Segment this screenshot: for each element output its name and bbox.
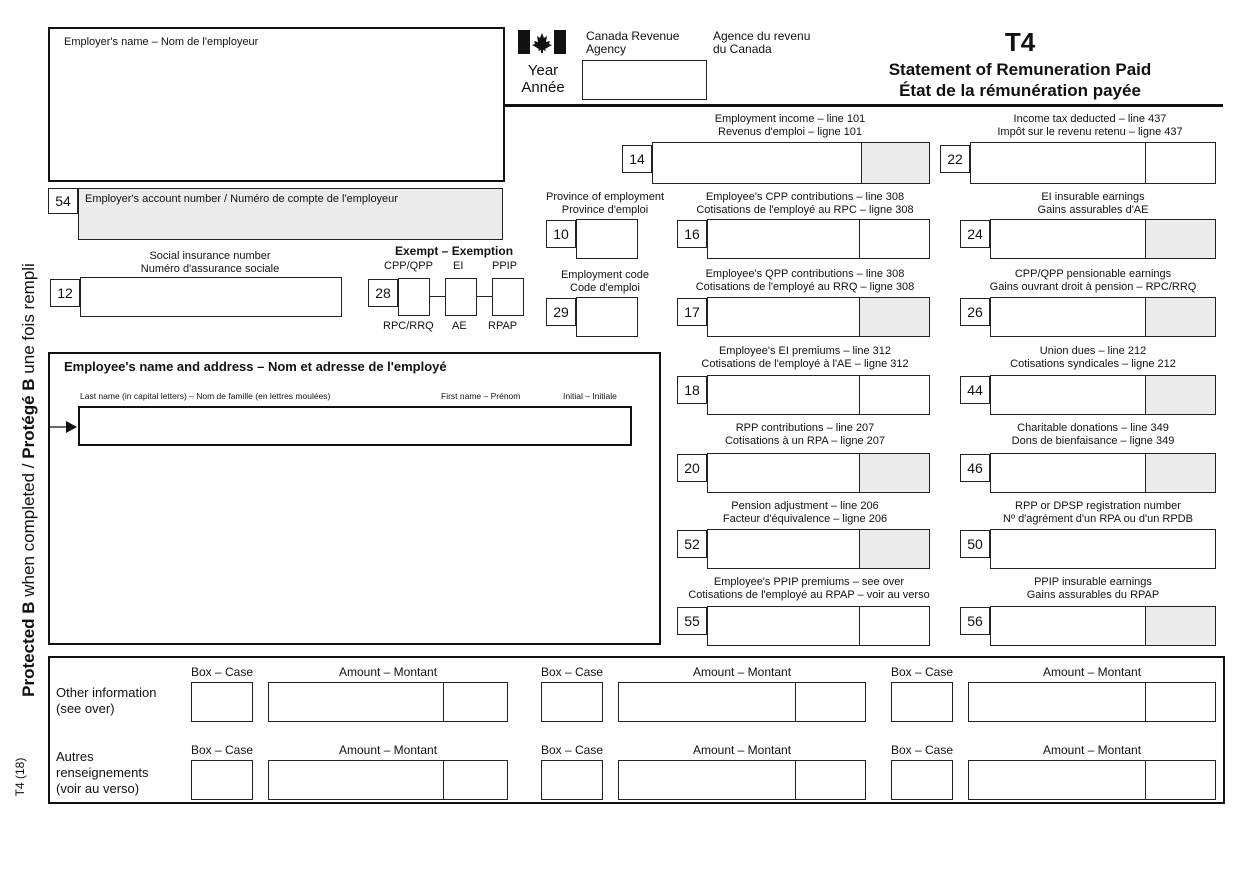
canada-flag-icon — [518, 30, 566, 54]
box-54-number: 54 — [48, 188, 78, 214]
employment-code-label: Employment code Code d'emploi — [560, 269, 650, 294]
box-44-label: Union dues – line 212 Cotisations syndicales – ligne 212 — [1010, 345, 1176, 370]
exempt-ae: AE — [452, 320, 467, 332]
box-50-number: 50 — [960, 530, 990, 558]
box-55-label: Employee's PPIP premiums – see over Cotisations de l'employé au RPAP – voir au verso — [688, 576, 930, 601]
box-18-number: 18 — [677, 376, 707, 404]
sin-label: Social insurance number Numéro d'assurance sociale — [140, 250, 280, 275]
ppip-earnings-field[interactable] — [990, 606, 1216, 646]
title-en: Statement of Remuneration Paid — [888, 60, 1152, 79]
box-case-header: Box – Case — [890, 665, 954, 679]
exempt-cpp-field[interactable] — [398, 278, 430, 316]
box-22-label: Income tax deducted – line 437 Impôt sur le revenu retenu – ligne 437 — [997, 113, 1183, 138]
other-amount-field[interactable] — [968, 682, 1216, 722]
income-tax-field[interactable] — [970, 142, 1216, 184]
title-fr: État de la rémunération payée — [899, 81, 1141, 100]
ei-earnings-field[interactable] — [990, 219, 1216, 259]
box-16-label: Employee's CPP contributions – line 308 Cotisations de l'employé au RPC – ligne 308 — [696, 191, 914, 216]
box-55-number: 55 — [677, 607, 707, 635]
exempt-title: Exempt – Exemption — [395, 244, 514, 258]
pension-adjustment-field[interactable] — [707, 529, 930, 569]
rpp-registration-field[interactable] — [990, 529, 1216, 569]
box-case-header: Box – Case — [190, 665, 254, 679]
exempt-connector — [477, 296, 492, 297]
ppip-premiums-field[interactable] — [707, 606, 930, 646]
exempt-connector — [430, 296, 445, 297]
box-case-header: Box – Case — [890, 743, 954, 757]
amount-header: Amount – Montant — [1042, 743, 1142, 757]
other-box-code-field[interactable] — [541, 682, 603, 722]
other-amount-field[interactable] — [268, 682, 508, 722]
charitable-donations-field[interactable] — [990, 453, 1216, 493]
year-label: Year Année — [521, 62, 565, 96]
box-44-number: 44 — [960, 376, 990, 404]
other-box-code-field[interactable] — [541, 760, 603, 800]
last-name-label: Last name (in capital letters) – Nom de famille (en lettres moulées) — [80, 391, 331, 401]
exempt-cpp: CPP/QPP — [384, 260, 433, 272]
exempt-rpc: RPC/RRQ — [383, 320, 434, 332]
box-24-label: EI insurable earnings Gains assurables d'AE — [1037, 191, 1149, 216]
box-16-number: 16 — [677, 220, 707, 248]
box-22-number: 22 — [940, 145, 970, 173]
box-28-number: 28 — [368, 279, 398, 307]
form-title: T4 — [1004, 27, 1036, 57]
box-26-label: CPP/QPP pensionable earnings Gains ouvrant droit à pension – RPC/RRQ — [989, 268, 1197, 293]
box-20-label: RPP contributions – line 207 Cotisations à un RPA – ligne 207 — [724, 422, 885, 447]
employment-income-field[interactable] — [652, 142, 930, 184]
other-amount-field[interactable] — [268, 760, 508, 800]
box-29-number: 29 — [546, 298, 576, 326]
province-label: Province of employment Province d'emploi — [546, 191, 664, 216]
box-20-number: 20 — [677, 454, 707, 482]
employer-account-label: Employer's account number / Numéro de compte de l'employeur — [85, 193, 398, 205]
cpp-contributions-field[interactable] — [707, 219, 930, 259]
box-26-number: 26 — [960, 298, 990, 326]
amount-header: Amount – Montant — [338, 665, 438, 679]
exempt-rpap: RPAP — [488, 320, 518, 332]
employee-section-title: Employee's name and address – Nom et adresse de l'employé — [64, 359, 447, 374]
box-17-number: 17 — [677, 298, 707, 326]
employer-name-label: Employer's name – Nom de l'employeur — [64, 36, 259, 48]
other-amount-field[interactable] — [968, 760, 1216, 800]
employee-name-field[interactable] — [78, 406, 632, 446]
amount-header: Amount – Montant — [1042, 665, 1142, 679]
box-52-number: 52 — [677, 530, 707, 558]
agency-fr: Agence du revenu du Canada — [713, 29, 811, 56]
amount-header: Amount – Montant — [692, 743, 792, 757]
box-17-label: Employee's QPP contributions – line 308 Cotisations de l'employé au RRQ – ligne 308 — [695, 268, 915, 293]
form-code: T4 (18) — [13, 757, 27, 797]
box-case-header: Box – Case — [540, 743, 604, 757]
box-56-label: PPIP insurable earnings Gains assurables du RPAP — [1026, 576, 1160, 601]
header-rule — [505, 104, 1223, 107]
box-case-header: Box – Case — [540, 665, 604, 679]
initial-label: Initial – Initiale — [563, 391, 617, 401]
rpp-contributions-field[interactable] — [707, 453, 930, 493]
other-box-code-field[interactable] — [191, 682, 253, 722]
box-46-number: 46 — [960, 454, 990, 482]
other-info-label: Other information (see over) — [56, 685, 157, 716]
box-52-label: Pension adjustment – line 206 Facteur d'équivalence – ligne 206 — [722, 500, 888, 525]
exempt-ppip: PPIP — [492, 260, 518, 272]
exempt-ei: EI — [453, 260, 464, 272]
box-18-label: Employee's EI premiums – line 312 Cotisations de l'employé à l'AE – ligne 312 — [701, 345, 909, 370]
protected-b-side-text: Protected B when completed / Protégé B une fois rempli — [19, 263, 38, 697]
province-field[interactable] — [576, 219, 638, 259]
exempt-ei-field[interactable] — [445, 278, 477, 316]
other-box-code-field[interactable] — [891, 760, 953, 800]
agency-en: Canada Revenue Agency — [586, 29, 680, 56]
employer-name-box[interactable] — [48, 27, 505, 182]
box-14-number: 14 — [622, 145, 652, 173]
box-12-number: 12 — [50, 279, 80, 307]
other-amount-field[interactable] — [618, 760, 866, 800]
employment-code-field[interactable] — [576, 297, 638, 337]
arrow-right-icon — [48, 420, 78, 434]
other-box-code-field[interactable] — [191, 760, 253, 800]
box-10-number: 10 — [546, 220, 576, 248]
qpp-contributions-field[interactable] — [707, 297, 930, 337]
box-14-label: Employment income – line 101 Revenus d'emploi – ligne 101 — [714, 113, 866, 138]
union-dues-field[interactable] — [990, 375, 1216, 415]
year-field[interactable] — [582, 60, 707, 100]
amount-header: Amount – Montant — [692, 665, 792, 679]
other-amount-field[interactable] — [618, 682, 866, 722]
autres-label: Autres renseignements (voir au verso) — [56, 749, 149, 796]
box-case-header: Box – Case — [190, 743, 254, 757]
box-50-label: RPP or DPSP registration number Nº d'agrément d'un RPA ou d'un RPDB — [1003, 500, 1193, 525]
sin-field[interactable] — [80, 277, 342, 317]
pensionable-earnings-field[interactable] — [990, 297, 1216, 337]
exempt-ppip-field[interactable] — [492, 278, 524, 316]
ei-premiums-field[interactable] — [707, 375, 930, 415]
box-56-number: 56 — [960, 607, 990, 635]
box-46-label: Charitable donations – line 349 Dons de bienfaisance – ligne 349 — [1011, 422, 1175, 447]
amount-header: Amount – Montant — [338, 743, 438, 757]
box-24-number: 24 — [960, 220, 990, 248]
other-box-code-field[interactable] — [891, 682, 953, 722]
first-name-label: First name – Prénom — [441, 391, 521, 401]
